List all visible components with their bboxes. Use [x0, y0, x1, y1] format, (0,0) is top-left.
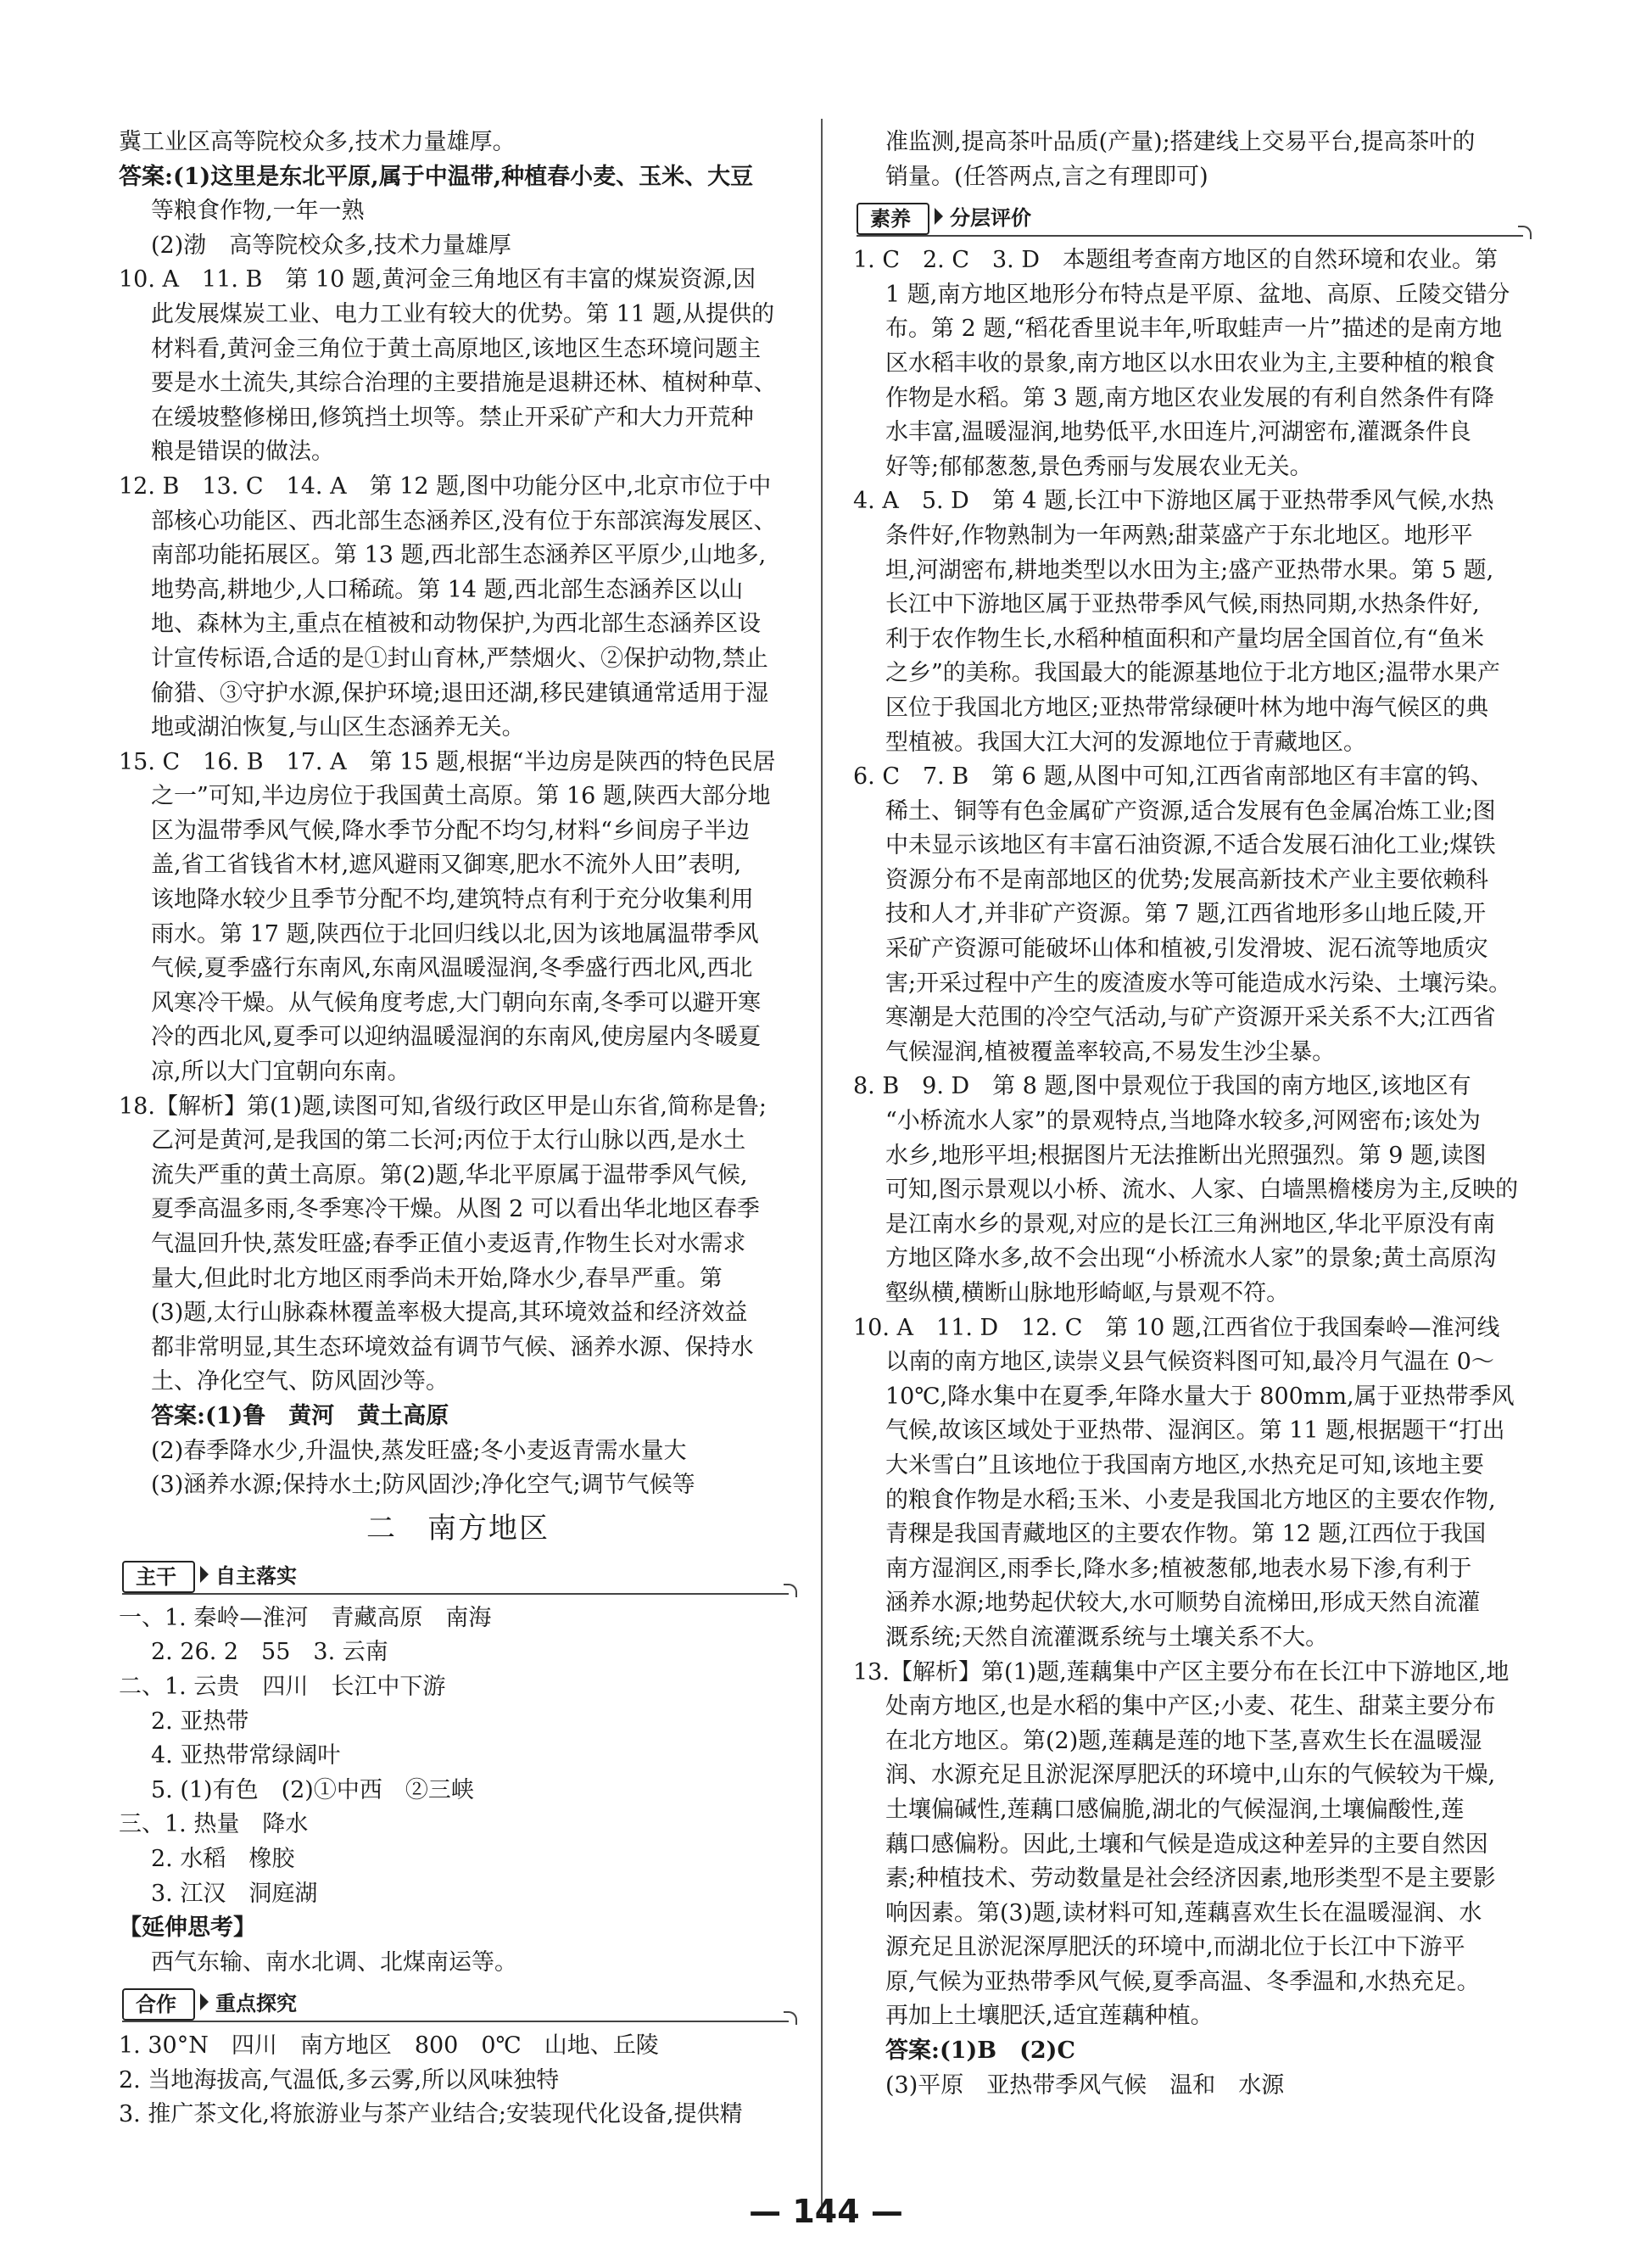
text-line: 等粮食作物,一年一熟	[151, 198, 365, 225]
text-line: 5. (1)有色 (2)①中西 ②三峡	[151, 1776, 474, 1803]
text-line: 寒潮是大范围的冷空气活动,与矿产资源开采关系不大;江西省	[885, 1004, 1496, 1031]
text-line: 地势高,耕地少,人口稀疏。第 14 题,西北部生态涵养区以山	[151, 576, 744, 603]
text-line: 雨水。第 17 题,陕西位于北回归线以北,因为该地属温带季风	[151, 920, 759, 948]
text-line: 素;种植技术、劳动数量是社会经济因素,地形类型不是主要影	[885, 1865, 1496, 1892]
text-line: (3)题,太行山脉森林覆盖率极大提高,其环境效益和经济效益	[151, 1300, 748, 1327]
question-line: 13.【解析】第(1)题,莲藕集中产区主要分布在长江中下游地区,地	[853, 1658, 1510, 1685]
question-line: 6. C 7. B 第 6 题,从图中可知,江西省南部地区有丰富的钨、	[853, 763, 1493, 791]
text-line: 资源分布不是南部地区的优势;发展高新技术产业主要依赖科	[885, 866, 1489, 893]
text-line: 南方湿润区,雨季长,降水多;植被葱郁,地表水易下渗,有利于	[885, 1555, 1472, 1582]
right-block-2	[853, 243, 1532, 2103]
question-line: 10. A 11. B 第 10 题,黄河金三角地区有丰富的煤炭资源,因	[119, 266, 756, 293]
text-line: 源充足且淤泥深厚肥沃的环境中,而湖北位于长江中下游平	[885, 1934, 1465, 1961]
arrow-icon	[200, 1566, 209, 1583]
text-line: 二、1. 云贵 四川 长江中下游	[119, 1673, 446, 1700]
question-line: 1. C 2. C 3. D 本题组考查南方地区的自然环境和农业。第	[853, 247, 1498, 274]
text-line: 作物是水稻。第 3 题,南方地区农业发展的有利自然条件有降	[885, 384, 1494, 411]
text-line: 水丰富,温暖湿润,地势低平,水田连片,河湖密布,灌溉条件良	[885, 419, 1471, 446]
left-block-1	[119, 126, 797, 1503]
text-line: 3. 推广茶文化,将旅游业与茶产业结合;安装现代化设备,提供精	[119, 2101, 743, 2128]
text-line: 藕口感偏粉。因此,土壤和气候是造成这种差异的主要自然因	[885, 1831, 1488, 1858]
text-line: 地、森林为主,重点在植被和动物保护,为西北部生态涵养区设	[151, 611, 762, 638]
text-line: (3)涵养水源;保持水土;防风固沙;净化空气;调节气候等	[151, 1472, 695, 1499]
text-line: 利于农作物生长,水稻种植面积和产量均居全国首位,有“鱼米	[885, 625, 1484, 652]
text-line: 好等;郁郁葱葱,景色秀丽与发展农业无关。	[885, 453, 1313, 480]
text-line: 再加上土壤肥沃,适宜莲藕种植。	[885, 2003, 1214, 2030]
text-line: 气候,故该区域处于亚热带、湿润区。第 11 题,根据题干“打出	[885, 1417, 1505, 1445]
text-line: 土、净化空气、防风固沙等。	[151, 1368, 449, 1395]
text-line: 冀工业区高等院校众多,技术力量雄厚。	[119, 129, 516, 155]
text-line: 型植被。我国大江大河的发源地位于青藏地区。	[885, 729, 1366, 756]
right-column	[853, 126, 1532, 2103]
text-line: 溉系统;天然自流灌溉系统与土壤关系不大。	[885, 1624, 1329, 1651]
text-line: 土壤偏碱性,莲藕口感偏脆,湖北的气候湿润,土壤偏酸性,莲	[885, 1796, 1465, 1823]
text-line: 气候湿润,植被覆盖率较高,不易发生沙尘暴。	[885, 1038, 1336, 1065]
section-header-suyang	[853, 199, 1532, 237]
left-column	[119, 126, 797, 2133]
text-line: 西气东输、南水北调、北煤南运等。	[151, 1948, 517, 1976]
section-rule	[857, 235, 1523, 237]
question-line: 12. B 13. C 14. A 第 12 题,图中功能分区中,北京市位于中	[119, 472, 772, 500]
text-line: 地或湖泊恢复,与山区生态涵养无关。	[151, 714, 525, 741]
text-line: 害;开采过程中产生的废渣废水等可能造成水污染、土壤污染。	[885, 970, 1512, 997]
section-title: 重点探究	[215, 1992, 297, 2016]
text-line: 2. 亚热带	[151, 1708, 249, 1735]
question-line: 18.【解析】第(1)题,读图可知,省级行政区甲是山东省,简称是鲁;	[119, 1093, 767, 1120]
answer-line: 答案:(1)鲁 黄河 黄土高原	[151, 1402, 449, 1429]
text-line: 2. 26. 2 55 3. 云南	[151, 1639, 388, 1666]
text-line: 粮是错误的做法。	[151, 439, 334, 466]
column-divider	[821, 119, 823, 2214]
answer-line: 答案:(1)这里是东北平原,属于中温带,种植春小麦、玉米、大豆	[119, 163, 754, 190]
text-line: 布。第 2 题,“稻花香里说丰年,听取蛙声一片”描述的是南方地	[885, 316, 1503, 343]
text-line: 一、1. 秦岭—淮河 青藏高原 南海	[119, 1604, 492, 1631]
text-line: 原,气候为亚热带季风气候,夏季高温、冬季温和,水热充足。	[885, 1968, 1480, 1995]
text-line: 都非常明显,其生态环境效益有调节气候、涵养水源、保持水	[151, 1333, 754, 1361]
section-tag: 合作	[122, 1988, 195, 2021]
text-line: 区水稻丰收的景象,南方地区以水田农业为主,主要种植的粮食	[885, 349, 1496, 377]
chapter-title: 二 南方地区	[366, 1511, 550, 1546]
text-line: 壑纵横,横断山脉地形崎岖,与景观不符。	[885, 1280, 1290, 1306]
text-line: 气候,夏季盛行东南风,东南风温暖湿润,冬季盛行西北风,西北	[151, 955, 753, 982]
arrow-icon	[935, 208, 943, 225]
text-line: 在缓坡整修梯田,修筑挡土坝等。禁止开采矿产和大力开荒种	[151, 404, 754, 431]
text-line: 3. 江汉 洞庭湖	[151, 1880, 318, 1907]
text-line: 之乡”的美称。我国最大的能源基地位于北方地区;温带水果产	[885, 660, 1500, 687]
text-line: 要是水土流失,其综合治理的主要措施是退耕还林、植树种草、	[151, 370, 777, 397]
section-tag: 素养	[857, 203, 929, 235]
text-line: 夏季高温多雨,冬季寒冷干燥。从图 2 可以看出华北地区春季	[151, 1196, 760, 1223]
text-line: 方地区降水多,故不会出现“小桥流水人家”的景象;黄土高原沟	[885, 1245, 1497, 1272]
text-line: 之一”可知,半边房位于我国黄土高原。第 16 题,陕西大部分地	[151, 783, 771, 810]
text-line: 响因素。第(3)题,读材料可知,莲藕喜欢生长在温暖湿润、水	[885, 1899, 1482, 1926]
question-line: 8. B 9. D 第 8 题,图中景观位于我国的南方地区,该地区有	[853, 1073, 1471, 1100]
text-line: 区为温带季风气候,降水季节分配不均匀,材料“乡间房子半边	[151, 817, 750, 844]
curl-ornament-icon	[784, 2011, 797, 2025]
question-line: 4. A 5. D 第 4 题,长江中下游地区属于亚热带季风气候,水热	[853, 488, 1494, 515]
text-line: 三、1. 热量 降水	[119, 1811, 309, 1838]
section-header-hezuo	[119, 1985, 797, 2022]
text-line: 1. 30°N 四川 南方地区 800 0℃ 山地、丘陵	[119, 2032, 659, 2060]
text-line: 的粮食作物是水稻;玉米、小麦是我国北方地区的主要农作物,	[885, 1486, 1496, 1513]
text-line: 气温回升快,蒸发旺盛;春季正值小麦返青,作物生长对水需求	[151, 1231, 746, 1257]
text-line: 区位于我国北方地区;亚热带常绿硬叶林为地中海气候区的典	[885, 694, 1489, 721]
text-line: 涵养水源;地势起伏较大,水可顺势自流梯田,形成天然自流灌	[885, 1590, 1481, 1617]
text-line: 准监测,提高茶叶品质(产量);搭建线上交易平台,提高茶叶的	[885, 129, 1476, 155]
text-line: 4. 亚热带常绿阔叶	[151, 1742, 341, 1769]
text-line: 大米雪白”且该地位于我国南方地区,水热充足可知,该地主要	[885, 1451, 1484, 1479]
text-line: 材料看,黄河金三角位于黄土高原地区,该地区生态环境问题主	[151, 335, 762, 362]
text-line: 盖,省工省钱省木材,遮风避雨又御寒,肥水不流外人田”表明,	[151, 852, 742, 879]
text-line: 凉,所以大门宜朝向东南。	[151, 1059, 410, 1086]
text-line: 偷猎、③守护水源,保护环境;退田还湖,移民建镇通常适用于湿	[151, 679, 769, 707]
text-line: 销量。(任答两点,言之有理即可)	[885, 163, 1208, 190]
text-line: 1 题,南方地区地形分布特点是平原、盆地、高原、丘陵交错分	[885, 281, 1510, 308]
text-line: 稀土、铜等有色金属矿产资源,适合发展有色金属冶炼工业;图	[885, 797, 1496, 825]
text-line: 润、水源充足且淤泥深厚肥沃的环境中,山东的气候较为干燥,	[885, 1762, 1496, 1789]
question-line: 10. A 11. D 12. C 第 10 题,江西省位于我国秦岭—淮河线	[853, 1314, 1500, 1341]
text-line: 技和人才,并非矿产资源。第 7 题,江西省地形多山地丘陵,开	[885, 901, 1487, 928]
text-line: 长江中下游地区属于亚热带季风气候,雨热同期,水热条件好,	[885, 591, 1480, 618]
text-line: 乙河是黄河,是我国的第二长河;丙位于太行山脉以西,是水土	[151, 1127, 746, 1154]
section-rule	[122, 1593, 789, 1595]
curl-ornament-icon	[784, 1584, 797, 1597]
text-line: (3)平原 亚热带季风气候 温和 水源	[885, 2071, 1285, 2099]
text-line: 中未显示该地区有丰富石油资源,不适合发展石油化工业;煤铁	[885, 832, 1496, 859]
left-block-2	[119, 1602, 797, 1981]
text-line: 在北方地区。第(2)题,莲藕是莲的地下茎,喜欢生长在温暖湿	[885, 1727, 1482, 1754]
text-line: 10℃,降水集中在夏季,年降水量大于 800mm,属于亚热带季风	[885, 1383, 1515, 1410]
text-line: 坦,河湖密布,耕地类型以水田为主;盛产亚热带水果。第 5 题,	[885, 556, 1494, 584]
text-line: 处南方地区,也是水稻的集中产区;小麦、花生、甜菜主要分布	[885, 1693, 1496, 1720]
text-line: 可知,图示景观以小桥、流水、人家、白墙黑檐楼房为主,反映的	[885, 1177, 1519, 1204]
text-line: (2)渤 高等院校众多,技术力量雄厚	[151, 232, 511, 259]
text-line: “小桥流水人家”的景观特点,当地降水较多,河网密布;该处为	[885, 1108, 1481, 1135]
left-block-3	[119, 2029, 797, 2133]
text-line: 部核心功能区、西北部生态涵养区,没有位于东部滨海发展区、	[151, 507, 777, 534]
text-line: 量大,但此时北方地区雨季尚未开始,降水少,春旱严重。第	[151, 1265, 723, 1292]
text-line: 此发展煤炭工业、电力工业有较大的优势。第 11 题,从提供的	[151, 300, 775, 327]
text-line: 风寒冷干燥。从气候角度考虑,大门朝向东南,冬季可以避开寒	[151, 989, 762, 1016]
text-line: 青稞是我国青藏地区的主要农作物。第 12 题,江西位于我国	[885, 1521, 1487, 1548]
text-line: 南部功能拓展区。第 13 题,西北部生态涵养区平原少,山地多,	[151, 542, 767, 569]
text-line: 以南的南方地区,读崇义县气候资料图可知,最冷月气温在 0～	[885, 1349, 1494, 1376]
text-line: (2)春季降水少,升温快,蒸发旺盛;冬小麦返青需水量大	[151, 1437, 687, 1464]
arrow-icon	[200, 1993, 209, 2010]
text-line: 条件好,作物熟制为一年两熟;甜菜盛产于东北地区。地形平	[885, 522, 1473, 549]
section-title: 自主落实	[215, 1563, 297, 1588]
text-line: 2. 水稻 橡胶	[151, 1845, 295, 1872]
section-tag: 主干	[122, 1561, 195, 1593]
answer-line: 答案:(1)B (2)C	[885, 2038, 1075, 2065]
question-line: 15. C 16. B 17. A 第 15 题,根据“半边房是陕西的特色民居	[119, 748, 776, 775]
section-header-zhugan	[119, 1557, 797, 1595]
text-line: 流失严重的黄土高原。第(2)题,华北平原属于温带季风气候,	[151, 1161, 748, 1188]
text-line: 水乡,地形平坦;根据图片无法推断出光照强烈。第 9 题,读图	[885, 1142, 1487, 1169]
extension-heading: 【延伸思考】	[119, 1915, 256, 1942]
text-line: 是江南水乡的景观,对应的是长江三角洲地区,华北平原没有南	[885, 1210, 1496, 1238]
text-line: 该地降水较少且季节分配不均,建筑特点有利于充分收集利用	[151, 886, 754, 914]
curl-ornament-icon	[1518, 226, 1532, 239]
page-number: — 144 —	[749, 2193, 903, 2230]
text-line: 2. 当地海拔高,气温低,多云雾,所以风味独特	[119, 2066, 560, 2094]
section-title: 分层评价	[950, 206, 1031, 231]
section-rule	[122, 2021, 789, 2022]
text-line: 采矿产资源可能破坏山体和植被,引发滑坡、泥石流等地质灾	[885, 936, 1488, 963]
text-line: 冷的西北风,夏季可以迎纳温暖湿润的东南风,使房屋内冬暖夏	[151, 1024, 762, 1051]
right-block-1	[853, 126, 1532, 194]
text-line: 计宣传标语,合适的是①封山育林,严禁烟火、②保护动物,禁止	[151, 645, 768, 672]
